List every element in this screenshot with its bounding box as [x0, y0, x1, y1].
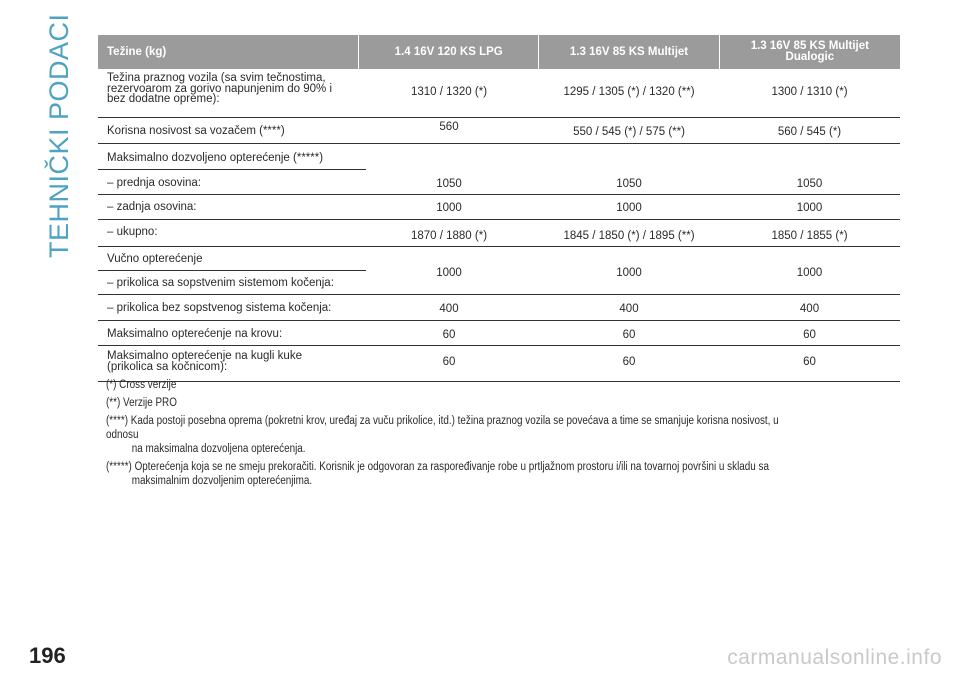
table-header: [98, 35, 900, 69]
footnote-line: maksimalnim dozvoljenim opterećenjima.: [131, 475, 313, 487]
cell-value: 1000: [796, 202, 823, 214]
cell-value: 1300 / 1310 (*): [771, 86, 848, 98]
table-row-max-load-title: [98, 144, 900, 170]
weights-table: [98, 35, 900, 382]
header-lpg: 1.4 16V 120 KS LPG: [358, 35, 538, 69]
footnote-line: (****) Kada postoji posebna oprema (pokretni krov, uređaj za vuču prikolice, itd.) težina praznog vozila se povećava a time se smanjuje korisna nosivost, u odnosu: [106, 415, 779, 441]
cell-value: 400: [799, 303, 820, 315]
header-weights: Težine (kg): [107, 46, 167, 58]
row-label-line: Težina praznog vozila (sa svim tečnostima,: [107, 72, 326, 84]
row-label: – prednja osovina:: [107, 177, 201, 189]
cell-value: 60: [622, 356, 636, 368]
footnote-pro: (**) Verzije PRO: [106, 397, 177, 409]
cell-value: 60: [803, 356, 816, 368]
cell-value: 560 / 545 (*): [777, 126, 842, 138]
table-row-total: [98, 220, 900, 247]
cell-value: 1845 / 1850 (*) / 1895 (**): [563, 230, 695, 242]
row-label: [107, 73, 332, 105]
table-row-empty-weight: [98, 69, 900, 118]
footnote-line: na maksimalna dozvoljena opterećenja.: [131, 443, 306, 455]
header-dualogic-line1: 1.3 16V 85 KS Multijet: [750, 40, 869, 52]
cell-value: 1000: [616, 267, 642, 279]
row-label: [107, 351, 302, 372]
row-label: Vučno opterećenje: [107, 253, 203, 265]
page-number: 196: [29, 643, 66, 668]
cell-value: 550 / 545 (*) / 575 (**): [573, 126, 685, 138]
cell-value: 1000: [436, 202, 462, 214]
table-row-payload: [98, 118, 900, 144]
cell-value: 60: [442, 329, 456, 341]
footnote-limits: [106, 460, 794, 488]
cell-value: 560: [439, 121, 459, 133]
row-label: Korisna nosivost sa vozačem (****): [107, 125, 285, 137]
cell-value: 60: [803, 329, 816, 341]
row-label: – ukupno:: [107, 226, 158, 238]
header-multijet-dualogic: [719, 35, 900, 69]
cell-value: 1000: [616, 202, 642, 214]
cell-value: 1850 / 1855 (*): [771, 230, 848, 242]
watermark-text: carmanualsonline.info: [727, 646, 942, 669]
row-label: Maksimalno dozvoljeno opterećenje (*****): [107, 152, 324, 164]
header-multijet: 1.3 16V 85 KS Multijet: [538, 35, 718, 69]
row-label: Maksimalno opterećenje na krovu:: [107, 328, 283, 340]
cell-value: 1050: [616, 178, 642, 190]
row-label-line: (prikolica sa kočnicom):: [107, 360, 228, 373]
row-label-line: rezervoarom za gorivo napunjenim do 90% i: [107, 82, 333, 95]
footnote-equipment: [106, 414, 794, 456]
table-row-rear-axle: [98, 195, 900, 220]
cell-value: 1310 / 1320 (*): [410, 86, 488, 98]
cell-value: 400: [439, 303, 459, 315]
footnotes: [106, 378, 794, 492]
row-label-line: bez dodatne opreme):: [107, 93, 220, 105]
cell-value: 1870 / 1880 (*): [410, 230, 488, 242]
table-row-ball-load: [98, 346, 900, 382]
cell-value: 1000: [436, 267, 462, 279]
cell-value: 1295 / 1305 (*) / 1320 (**): [563, 86, 695, 98]
table-row-front-axle: [98, 170, 900, 195]
row-divider: [98, 270, 366, 271]
row-label-line: Maksimalno opterećenje na kugli kuke: [107, 350, 302, 362]
cell-value: 1000: [796, 267, 823, 279]
table-row-trailer-unbraked: [98, 295, 900, 321]
table-row-roof-load: [98, 321, 900, 346]
cell-value: 1050: [436, 178, 462, 190]
footnote-line: (*****) Opterećenja koja se ne smeju prekoračiti. Korisnik je odgovoran za raspoređivanje robe u prtljažnom prostoru i/ili na tovarnoj površini u skladu sa: [106, 461, 769, 473]
table-row-towing: [98, 247, 900, 295]
section-side-title: TEHNIČKI PODACI: [44, 13, 74, 258]
header-dualogic-line2: Dualogic: [785, 51, 835, 63]
footnote-cross: (*) Cross verzije: [106, 379, 177, 391]
row-label: – zadnja osovina:: [107, 201, 197, 213]
cell-value: 400: [619, 303, 639, 315]
cell-value: 60: [442, 356, 456, 368]
row-label: – prikolica bez sopstvenog sistema kočenja:: [107, 302, 332, 314]
cell-value: 60: [622, 329, 636, 341]
row-label: – prikolica sa sopstvenim sistemom kočenja:: [107, 277, 334, 289]
cell-value: 1050: [796, 178, 823, 190]
